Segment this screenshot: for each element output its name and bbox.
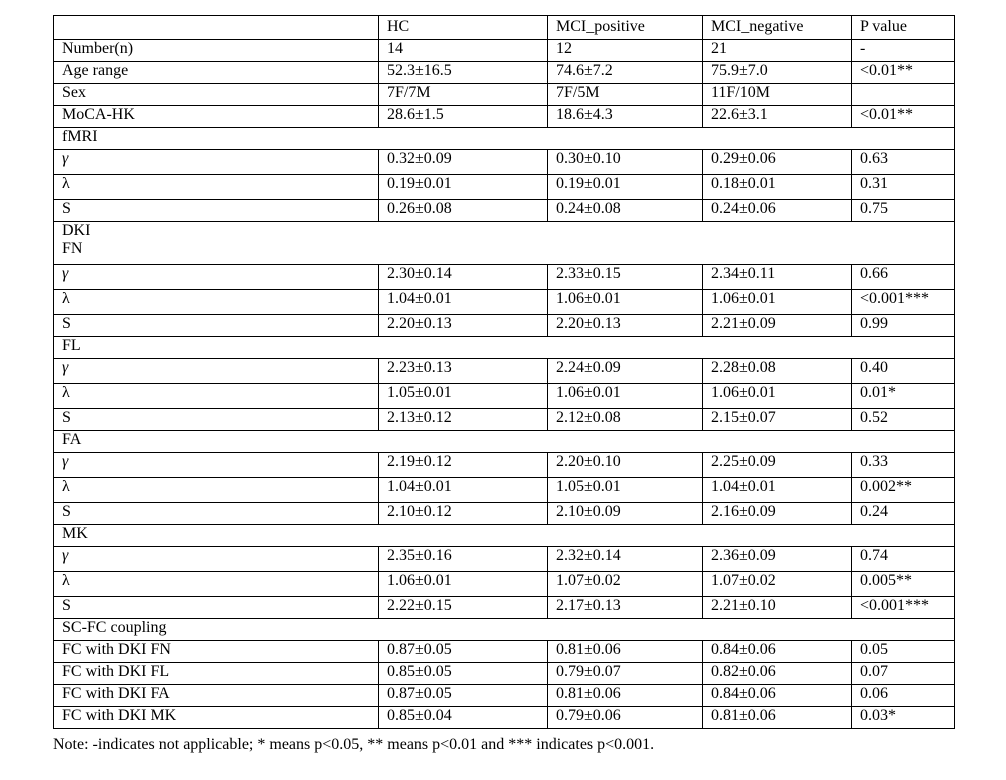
row-label: S — [54, 503, 379, 525]
cell-p-value: <0.001*** — [852, 290, 955, 315]
cell-hc: 2.10±0.12 — [379, 503, 548, 525]
cell-p-value: 0.01* — [852, 384, 955, 409]
cell-mci-positive: 2.20±0.10 — [548, 453, 703, 478]
cell-hc: 1.05±0.01 — [379, 384, 548, 409]
cell-hc: 1.06±0.01 — [379, 572, 548, 597]
table-row — [54, 359, 955, 384]
cell-mci-negative: 2.28±0.08 — [703, 359, 852, 384]
row-label: γ — [54, 547, 379, 572]
table-row — [54, 597, 955, 619]
cell-hc: 1.04±0.01 — [379, 478, 548, 503]
table-note: Note: -indicates not applicable; * means p<0.05, ** means p<0.01 and *** indicates p<0.001. — [53, 736, 655, 753]
cell-p-value: 0.99 — [852, 315, 955, 337]
cell-mci-positive: 2.17±0.13 — [548, 597, 703, 619]
cell-p-value — [852, 84, 955, 106]
row-label: FC with DKI FA — [54, 685, 379, 707]
cell-mci-positive: 2.24±0.09 — [548, 359, 703, 384]
cell-hc: 2.20±0.13 — [379, 315, 548, 337]
cell-mci-positive: 0.81±0.06 — [548, 685, 703, 707]
cell-mci-negative: 75.9±7.0 — [703, 62, 852, 84]
subsection-title: FA — [54, 431, 955, 453]
section-title: fMRI — [54, 128, 955, 150]
row-label: λ — [54, 175, 379, 200]
cell-hc: 0.32±0.09 — [379, 150, 548, 175]
cell-p-value: 0.75 — [852, 200, 955, 222]
row-label: S — [54, 597, 379, 619]
header-cell-hc: HC — [379, 16, 548, 40]
cell-mci-positive: 12 — [548, 40, 703, 62]
table-row — [54, 315, 955, 337]
cell-mci-positive: 0.19±0.01 — [548, 175, 703, 200]
cell-mci-negative: 22.6±3.1 — [703, 106, 852, 128]
cell-mci-negative: 0.24±0.06 — [703, 200, 852, 222]
results-table — [53, 15, 955, 729]
cell-hc: 2.35±0.16 — [379, 547, 548, 572]
header-cell-mci-positive: MCI_positive — [548, 16, 703, 40]
cell-mci-negative: 2.34±0.11 — [703, 265, 852, 290]
row-label: FC with DKI FN — [54, 641, 379, 663]
cell-mci-positive: 1.06±0.01 — [548, 384, 703, 409]
cell-hc: 2.19±0.12 — [379, 453, 548, 478]
header-cell — [54, 16, 379, 40]
table-row — [54, 290, 955, 315]
cell-hc: 2.22±0.15 — [379, 597, 548, 619]
subsection-row-fl — [54, 337, 955, 359]
table-row — [54, 478, 955, 503]
cell-mci-positive: 2.33±0.15 — [548, 265, 703, 290]
cell-mci-negative: 1.04±0.01 — [703, 478, 852, 503]
row-label: Number(n) — [54, 40, 379, 62]
cell-p-value: <0.01** — [852, 62, 955, 84]
cell-hc: 7F/7M — [379, 84, 548, 106]
cell-mci-negative: 2.21±0.09 — [703, 315, 852, 337]
cell-mci-positive: 0.79±0.06 — [548, 707, 703, 729]
table-row — [54, 150, 955, 175]
cell-mci-positive: 1.06±0.01 — [548, 290, 703, 315]
cell-p-value: 0.40 — [852, 359, 955, 384]
cell-p-value: 0.33 — [852, 453, 955, 478]
cell-p-value: 0.06 — [852, 685, 955, 707]
cell-hc: 28.6±1.5 — [379, 106, 548, 128]
table-row — [54, 175, 955, 200]
section-title: SC-FC coupling — [54, 619, 955, 641]
row-label: Age range — [54, 62, 379, 84]
cell-mci-negative: 1.07±0.02 — [703, 572, 852, 597]
cell-mci-negative: 0.81±0.06 — [703, 707, 852, 729]
row-label: Sex — [54, 84, 379, 106]
cell-mci-negative: 1.06±0.01 — [703, 290, 852, 315]
row-label: λ — [54, 384, 379, 409]
subsection-row-mk — [54, 525, 955, 547]
table-row — [54, 707, 955, 729]
cell-hc: 0.87±0.05 — [379, 641, 548, 663]
cell-hc: 1.04±0.01 — [379, 290, 548, 315]
header-cell-mci-negative: MCI_negative — [703, 16, 852, 40]
section-title: DKI — [62, 222, 91, 239]
cell-mci-negative: 2.36±0.09 — [703, 547, 852, 572]
row-label: γ — [54, 453, 379, 478]
cell-mci-positive: 0.81±0.06 — [548, 641, 703, 663]
cell-hc: 0.85±0.05 — [379, 663, 548, 685]
table-row — [54, 62, 955, 84]
section-row-dki — [54, 222, 955, 265]
subsection-title: FL — [54, 337, 955, 359]
cell-hc: 0.87±0.05 — [379, 685, 548, 707]
cell-mci-positive: 18.6±4.3 — [548, 106, 703, 128]
table-row — [54, 409, 955, 431]
cell-mci-positive: 0.79±0.07 — [548, 663, 703, 685]
table-row — [54, 641, 955, 663]
cell-hc: 2.30±0.14 — [379, 265, 548, 290]
cell-p-value: 0.03* — [852, 707, 955, 729]
cell-p-value: 0.52 — [852, 409, 955, 431]
row-label: λ — [54, 290, 379, 315]
cell-hc: 52.3±16.5 — [379, 62, 548, 84]
row-label: S — [54, 200, 379, 222]
table-row — [54, 106, 955, 128]
cell-mci-negative: 2.16±0.09 — [703, 503, 852, 525]
cell-mci-positive: 2.32±0.14 — [548, 547, 703, 572]
cell-mci-positive: 2.10±0.09 — [548, 503, 703, 525]
table-row — [54, 663, 955, 685]
cell-p-value: 0.63 — [852, 150, 955, 175]
cell-mci-negative: 11F/10M — [703, 84, 852, 106]
cell-hc: 0.85±0.04 — [379, 707, 548, 729]
row-label: γ — [54, 265, 379, 290]
cell-p-value: <0.01** — [852, 106, 955, 128]
cell-p-value: 0.05 — [852, 641, 955, 663]
cell-mci-positive: 2.12±0.08 — [548, 409, 703, 431]
section-row-fmri — [54, 128, 955, 150]
cell-p-value: 0.005** — [852, 572, 955, 597]
row-label: λ — [54, 572, 379, 597]
cell-hc: 14 — [379, 40, 548, 62]
cell-mci-negative: 2.15±0.07 — [703, 409, 852, 431]
subsection-row-fa — [54, 431, 955, 453]
header-cell-p-value: P value — [852, 16, 955, 40]
cell-mci-negative: 0.29±0.06 — [703, 150, 852, 175]
table-row — [54, 685, 955, 707]
cell-hc: 2.13±0.12 — [379, 409, 548, 431]
cell-mci-positive: 74.6±7.2 — [548, 62, 703, 84]
row-label: MoCA-HK — [54, 106, 379, 128]
cell-mci-negative: 0.82±0.06 — [703, 663, 852, 685]
cell-p-value: 0.24 — [852, 503, 955, 525]
cell-hc: 0.26±0.08 — [379, 200, 548, 222]
cell-p-value: 0.31 — [852, 175, 955, 200]
cell-mci-positive: 0.30±0.10 — [548, 150, 703, 175]
row-label: γ — [54, 150, 379, 175]
cell-mci-negative: 0.18±0.01 — [703, 175, 852, 200]
cell-mci-negative: 1.06±0.01 — [703, 384, 852, 409]
cell-mci-negative: 2.21±0.10 — [703, 597, 852, 619]
subsection-title: MK — [54, 525, 955, 547]
cell-mci-positive: 1.07±0.02 — [548, 572, 703, 597]
cell-p-value: 0.74 — [852, 547, 955, 572]
row-label: λ — [54, 478, 379, 503]
table-row — [54, 453, 955, 478]
table-row — [54, 265, 955, 290]
cell-mci-positive: 2.20±0.13 — [548, 315, 703, 337]
table-row — [54, 572, 955, 597]
table-row — [54, 384, 955, 409]
row-label: S — [54, 409, 379, 431]
table-row — [54, 200, 955, 222]
row-label: FC with DKI MK — [54, 707, 379, 729]
cell-p-value: <0.001*** — [852, 597, 955, 619]
cell-hc: 2.23±0.13 — [379, 359, 548, 384]
row-label: S — [54, 315, 379, 337]
row-label: FC with DKI FL — [54, 663, 379, 685]
subsection-title: FN — [62, 240, 83, 257]
cell-mci-negative: 21 — [703, 40, 852, 62]
cell-p-value: - — [852, 40, 955, 62]
cell-p-value: 0.66 — [852, 265, 955, 290]
row-label: γ — [54, 359, 379, 384]
table-row — [54, 84, 955, 106]
section-title-cell — [54, 222, 955, 265]
cell-mci-positive: 1.05±0.01 — [548, 478, 703, 503]
cell-mci-negative: 0.84±0.06 — [703, 685, 852, 707]
cell-p-value: 0.07 — [852, 663, 955, 685]
header-row — [54, 16, 955, 40]
section-row-coupling — [54, 619, 955, 641]
cell-p-value: 0.002** — [852, 478, 955, 503]
cell-mci-negative: 2.25±0.09 — [703, 453, 852, 478]
table-row — [54, 503, 955, 525]
cell-mci-positive: 0.24±0.08 — [548, 200, 703, 222]
table-row — [54, 547, 955, 572]
cell-hc: 0.19±0.01 — [379, 175, 548, 200]
cell-mci-negative: 0.84±0.06 — [703, 641, 852, 663]
cell-mci-positive: 7F/5M — [548, 84, 703, 106]
table-row — [54, 40, 955, 62]
